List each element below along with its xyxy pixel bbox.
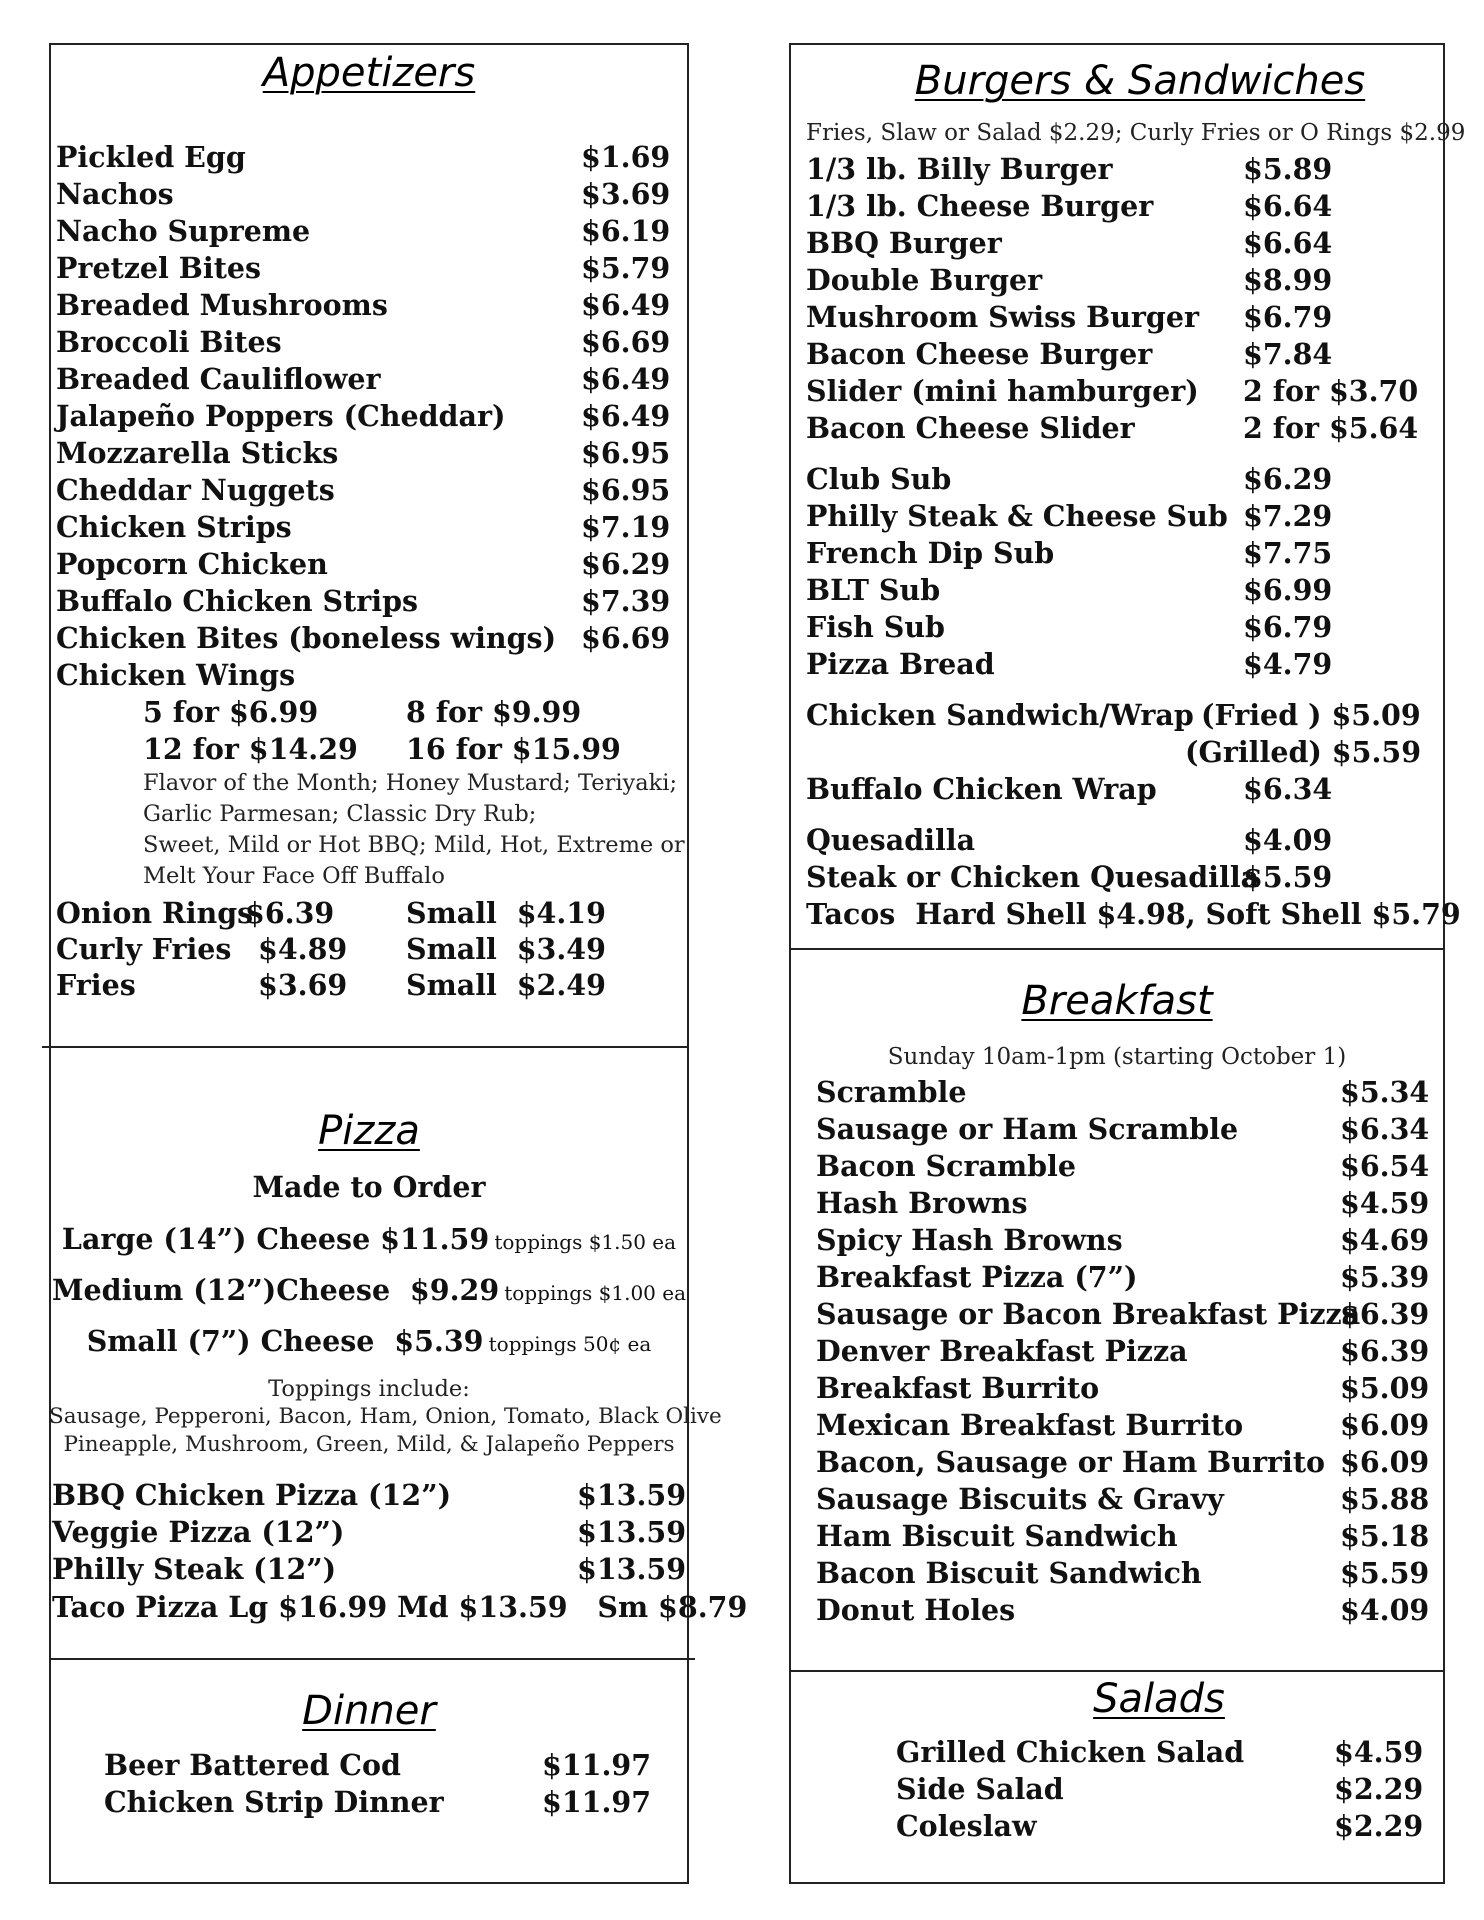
breakfast-item-price: $5.34 xyxy=(1340,1075,1430,1109)
menu-item-name: Pickled Egg xyxy=(56,140,246,174)
dinner-item-price: $11.97 xyxy=(542,1748,652,1782)
breakfast-item-name: Breakfast Burrito xyxy=(816,1371,1100,1405)
menu-item-name: Broccoli Bites xyxy=(56,325,282,359)
wings-flavors-line: Garlic Parmesan; Classic Dry Rub; xyxy=(143,801,537,827)
sub-name: French Dip Sub xyxy=(806,536,1055,570)
menu-item-name: Breaded Cauliflower xyxy=(56,362,381,396)
dinner-item-name: Chicken Strip Dinner xyxy=(104,1785,444,1819)
pizza-size-row xyxy=(49,1222,689,1256)
dinner-item-name: Beer Battered Cod xyxy=(104,1748,401,1782)
dinner-title: Dinner xyxy=(302,1688,436,1734)
specialty-pizza-price: $13.59 xyxy=(577,1552,687,1586)
burger-price: $8.99 xyxy=(1243,263,1333,297)
wings-option: 5 for $6.99 xyxy=(143,695,319,729)
salad-name: Side Salad xyxy=(896,1772,1064,1806)
breakfast-item-price: $4.69 xyxy=(1340,1223,1430,1257)
sub-price: $4.79 xyxy=(1243,647,1333,681)
salad-name: Coleslaw xyxy=(896,1809,1037,1843)
pizza-title: Pizza xyxy=(318,1108,420,1154)
burger-price: 2 for $5.64 xyxy=(1243,411,1419,445)
menu-item-name: Mozzarella Sticks xyxy=(56,436,339,470)
menu-item-price: $6.95 xyxy=(581,436,671,470)
chicken-sandwich-grilled: (Grilled) $5.59 xyxy=(1185,735,1422,769)
side-price: $6.39 xyxy=(245,896,335,930)
breakfast-item-name: Sausage or Ham Scramble xyxy=(816,1112,1239,1146)
salad-price: $2.29 xyxy=(1334,1809,1424,1843)
sub-price: $6.99 xyxy=(1243,573,1333,607)
wings-option: 16 for $15.99 xyxy=(406,732,621,766)
side-small-price: Small $3.49 xyxy=(406,932,606,966)
menu-item-name: Nachos xyxy=(56,177,174,211)
breakfast-item-name: Mexican Breakfast Burrito xyxy=(816,1408,1244,1442)
breakfast-title: Breakfast xyxy=(1021,978,1213,1024)
sub-price: $6.29 xyxy=(1243,462,1333,496)
sub-price: $7.75 xyxy=(1243,536,1333,570)
sub-name: Philly Steak & Cheese Sub xyxy=(806,499,1228,533)
sub-name: Club Sub xyxy=(806,462,952,496)
chicken-wings-label: Chicken Wings xyxy=(56,658,296,692)
menu-item-name: Nacho Supreme xyxy=(56,214,311,248)
pizza-subtitle: Made to Order xyxy=(252,1170,486,1204)
breakfast-item-price: $5.18 xyxy=(1340,1519,1430,1553)
menu-item-price: $7.19 xyxy=(581,510,671,544)
breakfast-item-price: $5.39 xyxy=(1340,1260,1430,1294)
menu-item-price: $7.39 xyxy=(581,584,671,618)
side-small-price: Small $4.19 xyxy=(406,896,606,930)
taco-pizza: Taco Pizza Lg $16.99 Md $13.59 Sm $8.79 xyxy=(52,1590,748,1624)
menu-item-price: $6.49 xyxy=(581,288,671,322)
sub-name: Fish Sub xyxy=(806,610,945,644)
buffalo-wrap-name: Buffalo Chicken Wrap xyxy=(806,772,1157,806)
breakfast-item-name: Sausage Biscuits & Gravy xyxy=(816,1482,1224,1516)
chicken-sandwich-fried: (Fried ) $5.09 xyxy=(1201,698,1421,732)
burger-price: $6.64 xyxy=(1243,189,1333,223)
breakfast-item-price: $6.54 xyxy=(1340,1149,1430,1183)
toppings-heading: Toppings include: xyxy=(268,1376,470,1402)
menu-item-name: Chicken Strips xyxy=(56,510,292,544)
sub-name: Pizza Bread xyxy=(806,647,995,681)
appetizers-title: Appetizers xyxy=(262,50,476,96)
menu-item-price: $6.29 xyxy=(581,547,671,581)
menu-item-price: $1.69 xyxy=(581,140,671,174)
breakfast-item-name: Bacon Scramble xyxy=(816,1149,1077,1183)
wings-flavors-line: Flavor of the Month; Honey Mustard; Teriyaki; xyxy=(143,770,678,796)
menu-item-name: Breaded Mushrooms xyxy=(56,288,388,322)
menu-item-name: Popcorn Chicken xyxy=(56,547,328,581)
side-price: $3.69 xyxy=(258,968,348,1002)
specialty-pizza-name: BBQ Chicken Pizza (12”) xyxy=(52,1478,452,1512)
specialty-pizza-name: Philly Steak (12”) xyxy=(52,1552,337,1586)
buffalo-wrap-price: $6.34 xyxy=(1243,772,1333,806)
quesadilla-price: $4.09 xyxy=(1243,823,1333,857)
burger-name: Bacon Cheese Slider xyxy=(806,411,1135,445)
menu-item-price: $6.69 xyxy=(581,325,671,359)
left-divider-1 xyxy=(42,1046,689,1048)
breakfast-item-price: $4.59 xyxy=(1340,1186,1430,1220)
sub-price: $6.79 xyxy=(1243,610,1333,644)
toppings-line: Sausage, Pepperoni, Bacon, Ham, Onion, Tomato, Black Olive xyxy=(49,1404,722,1429)
sub-price: $7.29 xyxy=(1243,499,1333,533)
breakfast-item-name: Spicy Hash Browns xyxy=(816,1223,1123,1257)
breakfast-item-price: $6.34 xyxy=(1340,1112,1430,1146)
breakfast-item-name: Hash Browns xyxy=(816,1186,1028,1220)
right-divider-1 xyxy=(789,948,1445,950)
specialty-pizza-name: Veggie Pizza (12”) xyxy=(52,1515,345,1549)
breakfast-item-name: Ham Biscuit Sandwich xyxy=(816,1519,1178,1553)
salad-name: Grilled Chicken Salad xyxy=(896,1735,1245,1769)
burger-name: Bacon Cheese Burger xyxy=(806,337,1153,371)
sub-name: BLT Sub xyxy=(806,573,941,607)
chicken-sandwich-name: Chicken Sandwich/Wrap xyxy=(806,698,1194,732)
wings-option: 8 for $9.99 xyxy=(406,695,582,729)
toppings-line: Pineapple, Mushroom, Green, Mild, & Jalapeño Peppers xyxy=(63,1432,675,1457)
pizza-toppings-price: toppings $1.00 ea xyxy=(504,1281,687,1305)
burger-name: Slider (mini hamburger) xyxy=(806,374,1199,408)
wings-flavors-line: Melt Your Face Off Buffalo xyxy=(143,863,445,889)
menu-item-name: Buffalo Chicken Strips xyxy=(56,584,419,618)
menu-item-price: $5.79 xyxy=(581,251,671,285)
pizza-size-row xyxy=(49,1324,689,1358)
breakfast-item-name: Donut Holes xyxy=(816,1593,1016,1627)
menu-item-name: Pretzel Bites xyxy=(56,251,262,285)
breakfast-item-price: $5.09 xyxy=(1340,1371,1430,1405)
menu-item-price: $6.49 xyxy=(581,362,671,396)
pizza-size-label: Large (14”) Cheese $11.59 xyxy=(61,1222,490,1256)
breakfast-item-name: Breakfast Pizza (7”) xyxy=(816,1260,1138,1294)
breakfast-item-price: $5.88 xyxy=(1340,1482,1430,1516)
breakfast-item-name: Denver Breakfast Pizza xyxy=(816,1334,1188,1368)
menu-item-name: Chicken Bites (boneless wings) xyxy=(56,621,557,655)
pizza-size-label: Small (7”) Cheese $5.39 xyxy=(86,1324,484,1358)
menu-item-price: $6.49 xyxy=(581,399,671,433)
side-small-price: Small $2.49 xyxy=(406,968,606,1002)
burger-name: Double Burger xyxy=(806,263,1043,297)
breakfast-hours: Sunday 10am-1pm (starting October 1) xyxy=(887,1044,1347,1070)
salad-price: $2.29 xyxy=(1334,1772,1424,1806)
breakfast-item-price: $6.39 xyxy=(1340,1334,1430,1368)
side-name: Curly Fries xyxy=(56,932,232,966)
breakfast-item-price: $5.59 xyxy=(1340,1556,1430,1590)
pizza-size-label: Medium (12”)Cheese $9.29 xyxy=(51,1273,500,1307)
burger-price: 2 for $3.70 xyxy=(1243,374,1419,408)
burger-price: $7.84 xyxy=(1243,337,1333,371)
burger-name: BBQ Burger xyxy=(806,226,1002,260)
burger-price: $6.79 xyxy=(1243,300,1333,334)
burger-price: $6.64 xyxy=(1243,226,1333,260)
breakfast-item-price: $6.09 xyxy=(1340,1408,1430,1442)
tacos-line: Tacos Hard Shell $4.98, Soft Shell $5.79 xyxy=(806,897,1461,931)
menu-item-price: $3.69 xyxy=(581,177,671,211)
pizza-size-row xyxy=(49,1273,689,1307)
pizza-toppings-price: toppings $1.50 ea xyxy=(494,1230,677,1254)
breakfast-item-price: $6.39 xyxy=(1340,1297,1430,1331)
specialty-pizza-price: $13.59 xyxy=(577,1478,687,1512)
side-name: Onion Rings xyxy=(56,896,254,930)
wings-flavors-line: Sweet, Mild or Hot BBQ; Mild, Hot, Extreme or xyxy=(143,832,685,858)
specialty-pizza-price: $13.59 xyxy=(577,1515,687,1549)
salad-price: $4.59 xyxy=(1334,1735,1424,1769)
menu-item-price: $6.69 xyxy=(581,621,671,655)
menu-item-name: Jalapeño Poppers (Cheddar) xyxy=(56,399,506,433)
side-name: Fries xyxy=(56,968,136,1002)
right-divider-2 xyxy=(789,1670,1445,1672)
menu-item-price: $6.19 xyxy=(581,214,671,248)
breakfast-item-name: Bacon Biscuit Sandwich xyxy=(816,1556,1202,1590)
pizza-toppings-price: toppings 50¢ ea xyxy=(488,1332,652,1356)
breakfast-item-name: Scramble xyxy=(816,1075,967,1109)
quesadilla-name: Steak or Chicken Quesadilla xyxy=(806,860,1260,894)
salads-title: Salads xyxy=(1093,1676,1225,1722)
burger-name: Mushroom Swiss Burger xyxy=(806,300,1200,334)
quesadilla-name: Quesadilla xyxy=(806,823,976,857)
breakfast-item-name: Sausage or Bacon Breakfast Pizza xyxy=(816,1297,1361,1331)
menu-item-price: $6.95 xyxy=(581,473,671,507)
breakfast-item-name: Bacon, Sausage or Ham Burrito xyxy=(816,1445,1326,1479)
burger-price: $5.89 xyxy=(1243,152,1333,186)
burger-name: 1/3 lb. Billy Burger xyxy=(806,152,1113,186)
burgers-sides-note: Fries, Slaw or Salad $2.29; Curly Fries or O Rings $2.99 xyxy=(806,120,1466,146)
side-price: $4.89 xyxy=(258,932,348,966)
menu-item-name: Cheddar Nuggets xyxy=(56,473,335,507)
quesadilla-price: $5.59 xyxy=(1243,860,1333,894)
burgers-title: Burgers & Sandwiches xyxy=(914,58,1366,104)
wings-option: 12 for $14.29 xyxy=(143,732,358,766)
left-divider-2 xyxy=(49,1658,695,1660)
breakfast-item-price: $6.09 xyxy=(1340,1445,1430,1479)
burger-name: 1/3 lb. Cheese Burger xyxy=(806,189,1154,223)
breakfast-item-price: $4.09 xyxy=(1340,1593,1430,1627)
dinner-item-price: $11.97 xyxy=(542,1785,652,1819)
